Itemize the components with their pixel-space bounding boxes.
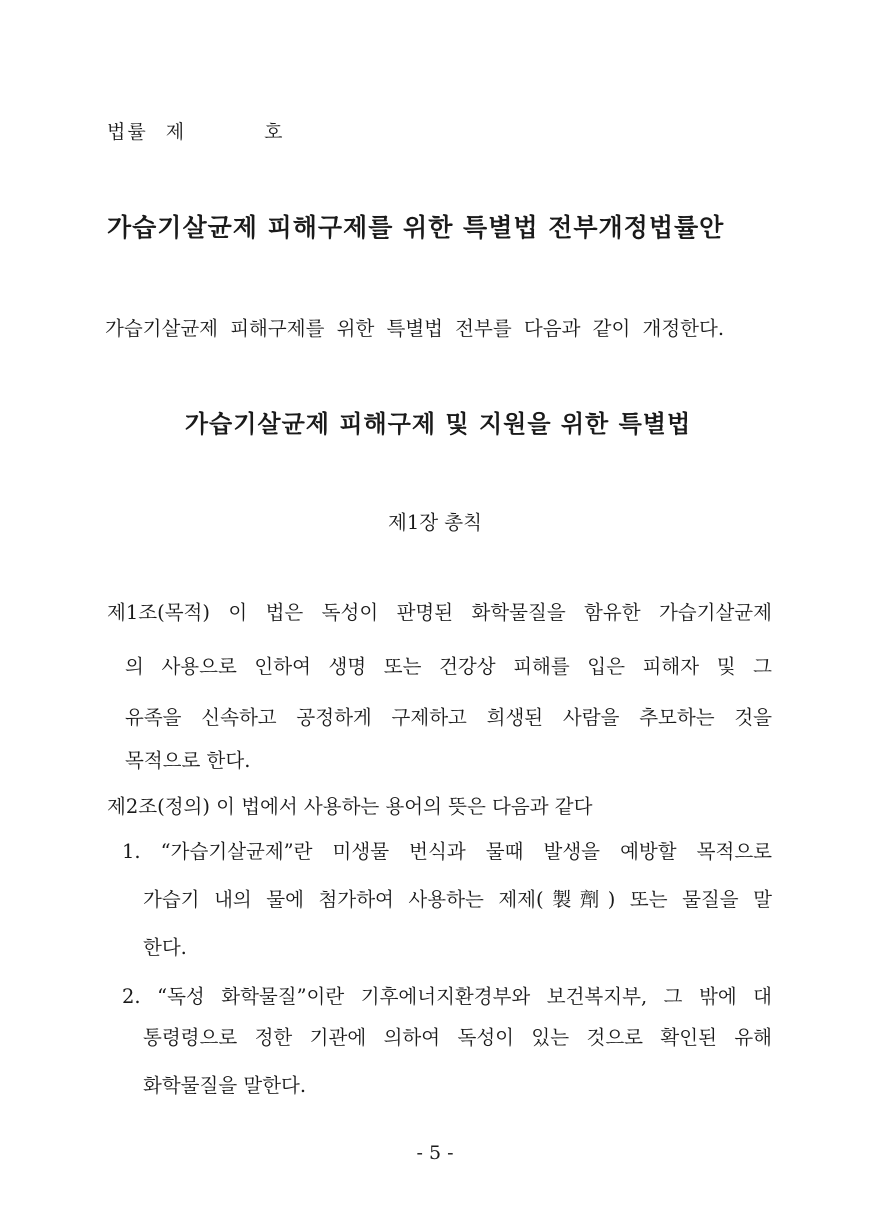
- article1-line-4: 목적으로 한다.: [125, 749, 251, 772]
- act-title: 가습기살균제 피해구제 및 지원을 위한 특별법: [184, 410, 692, 438]
- article1-line-1: 제1조(목적) 이 법은 독성이 판명된 화학물질을 함유한 가습기살균제: [107, 601, 772, 624]
- law-number-je: 제: [165, 121, 187, 143]
- article1-line-3: 유족을 신속하고 공정하게 구제하고 희생된 사람을 추모하는 것을: [125, 706, 772, 729]
- page-number: - 5 -: [416, 1142, 454, 1164]
- law-number-prefix: 법률: [107, 121, 148, 143]
- article2-item2-line-2: 통령령으로 정한 기관에 의하여 독성이 있는 것으로 확인된 유해: [143, 1026, 772, 1049]
- article2-item1-line-1: 1. “가습기살균제”란 미생물 번식과 물때 발생을 예방할 목적으로: [122, 840, 772, 863]
- article2-item2-line-3: 화학물질을 말한다.: [143, 1074, 307, 1097]
- article2-item2-line-1: 2. “독성 화학물질”이란 기후에너지환경부와 보건복지부, 그 밖에 대: [122, 985, 772, 1008]
- article2-item1-line-2: 가습기 내의 물에 첨가하여 사용하는 제제(製劑) 또는 물질을 말: [143, 888, 772, 911]
- article2-header: 제2조(정의) 이 법에서 사용하는 용어의 뜻은 다음과 같다: [107, 795, 593, 818]
- law-number-ho: 호: [264, 121, 285, 143]
- bill-title: 가습기살균제 피해구제를 위한 특별법 전부개정법률안: [107, 213, 725, 242]
- chapter-heading: 제1장 총칙: [388, 511, 482, 534]
- article2-item1-line-3: 한다.: [143, 936, 187, 959]
- law-number: [107, 117, 284, 144]
- article1-line-2: 의 사용으로 인하여 생명 또는 건강상 피해를 입은 피해자 및 그: [125, 655, 772, 678]
- intro-sentence: 가습기살균제 피해구제를 위한 특별법 전부를 다음과 같이 개정한다.: [105, 317, 725, 340]
